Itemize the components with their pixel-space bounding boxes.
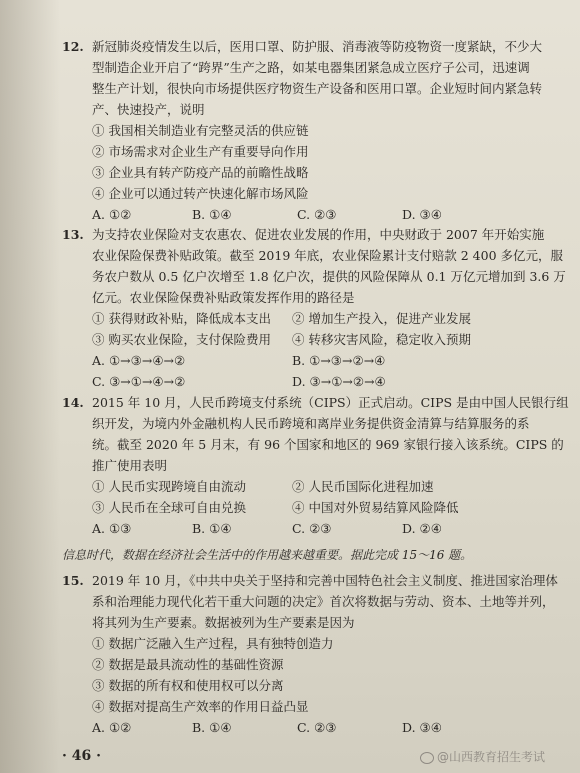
statement-item: ② 数据是最具流动性的基础性资源 [92, 657, 284, 672]
statement-item: ② 增加生产投入，促进产业发展 [292, 311, 471, 326]
statement-item: ① 人民币实现跨境自由流动 [92, 479, 246, 494]
option-b[interactable]: B. ①→③→②→④ [292, 353, 386, 368]
statement-item: ② 人民币国际化进程加速 [292, 479, 434, 494]
statement-item: ④ 中国对外贸易结算风险降低 [292, 500, 459, 515]
question-text: 农业保险保费补贴政策。截至 2019 年底，农业保险累计支付赔款 2 400 多亿元，服 [92, 248, 563, 263]
answer-options [62, 717, 562, 738]
question-number: 13. [62, 227, 84, 242]
option-b[interactable]: B. ①④ [192, 720, 232, 735]
question-text: 型制造企业开启了“跨界”生产之路，如某电器集团紧急成立医疗子公司，迅速调 [92, 60, 530, 75]
question-number: 12. [62, 39, 84, 54]
option-d[interactable]: D. ②④ [402, 521, 442, 536]
statement-item: ① 数据广泛融入生产过程，具有独特创造力 [92, 636, 334, 651]
option-d[interactable]: D. ③→①→②→④ [292, 374, 386, 389]
question-number: 14. [62, 395, 84, 410]
question-text: 2019 年 10 月，《中共中央关于坚持和完善中国特色社会主义制度、推进国家治理体 [92, 573, 558, 588]
statement-item: ② 市场需求对企业生产有重要导向作用 [92, 144, 309, 159]
question-text: 为支持农业保险对支农惠农、促进农业发展的作用，中央财政于 2007 年开始实施 [92, 227, 545, 242]
question-15 [62, 570, 562, 738]
statement-item: ① 获得财政补贴，降低成本支出 [92, 311, 271, 326]
statement-item: ④ 数据对提高生产效率的作用日益凸显 [92, 699, 309, 714]
question-text: 统。截至 2020 年 5 月末，有 96 个国家和地区的 969 家银行接入该系统。CIPS 的 [92, 437, 564, 452]
question-14 [62, 392, 569, 539]
section-intro: 信息时代，数据在经济社会生活中的作用越来越重要。据此完成 15～16 题。 [62, 548, 473, 562]
option-b[interactable]: B. ①④ [192, 207, 232, 222]
option-d[interactable]: D. ③④ [402, 207, 442, 222]
option-d[interactable]: D. ③④ [402, 720, 442, 735]
question-text: 推广使用表明 [92, 458, 168, 473]
statement-item: ④ 企业可以通过转产快速化解市场风险 [92, 186, 309, 201]
answer-options [62, 518, 562, 539]
page-shadow [0, 0, 60, 773]
question-text: 产、快速投产，说明 [92, 102, 205, 117]
question-text: 新冠肺炎疫情发生以后，医用口罩、防护服、消毒液等防疫物资一度紧缺，不少大 [92, 39, 543, 54]
option-a[interactable]: A. ①③ [92, 521, 132, 536]
question-text: 2015 年 10 月，人民币跨境支付系统（CIPS）正式启动。CIPS 是由中国人民银行组 [92, 395, 569, 410]
statement-item: ③ 企业具有转产防疫产品的前瞻性战略 [92, 165, 309, 180]
question-number: 15. [62, 573, 84, 588]
option-c[interactable]: C. ②③ [297, 720, 337, 735]
watermark [420, 748, 545, 765]
weibo-icon [420, 752, 434, 764]
statement-row [62, 308, 562, 329]
statement-item: ④ 转移灾害风险，稳定收入预期 [292, 332, 471, 347]
question-text: 务农户数从 0.5 亿户次增至 1.8 亿户次，提供的风险保障从 0.1 万亿元增加到 3.6 万 [92, 269, 566, 284]
question-text: 亿元。农业保险保费补贴政策发挥作用的路径是 [92, 290, 355, 305]
option-c[interactable]: C. ②③ [297, 207, 337, 222]
question-12 [62, 36, 562, 225]
option-c[interactable]: C. ②③ [292, 521, 332, 536]
statement-row [62, 476, 562, 497]
option-a[interactable]: A. ①② [92, 207, 132, 222]
option-b[interactable]: B. ①④ [192, 521, 232, 536]
question-text: 整生产计划，很快向市场提供医疗物资生产设备和医用口罩。企业短时间内紧急转 [92, 81, 543, 96]
question-13 [62, 224, 566, 392]
question-text: 织开发，为境内外金融机构人民币跨境和离岸业务提供资金清算与结算服务的系 [92, 416, 530, 431]
statement-row [62, 497, 562, 518]
statement-row [62, 329, 562, 350]
question-text: 将其列为生产要素。数据被列为生产要素是因为 [92, 615, 355, 630]
answer-options [62, 371, 562, 392]
watermark-text: @山西教育招生考试 [437, 750, 546, 764]
question-text: 系和治理能力现代化若干重大问题的决定》首次将数据与劳动、资本、土地等并列， [92, 594, 555, 609]
answer-options [62, 350, 562, 371]
statement-item: ③ 购买农业保险，支付保险费用 [92, 332, 271, 347]
option-c[interactable]: C. ③→①→④→② [92, 374, 186, 389]
statement-item: ③ 数据的所有权和使用权可以分离 [92, 678, 284, 693]
statement-item: ③ 人民币在全球可自由兑换 [92, 500, 246, 515]
page-number: · 46 · [62, 748, 101, 764]
option-a[interactable]: A. ①→③→④→② [92, 353, 186, 368]
answer-options [62, 204, 562, 225]
option-a[interactable]: A. ①② [92, 720, 132, 735]
statement-item: ① 我国相关制造业有完整灵活的供应链 [92, 123, 309, 138]
